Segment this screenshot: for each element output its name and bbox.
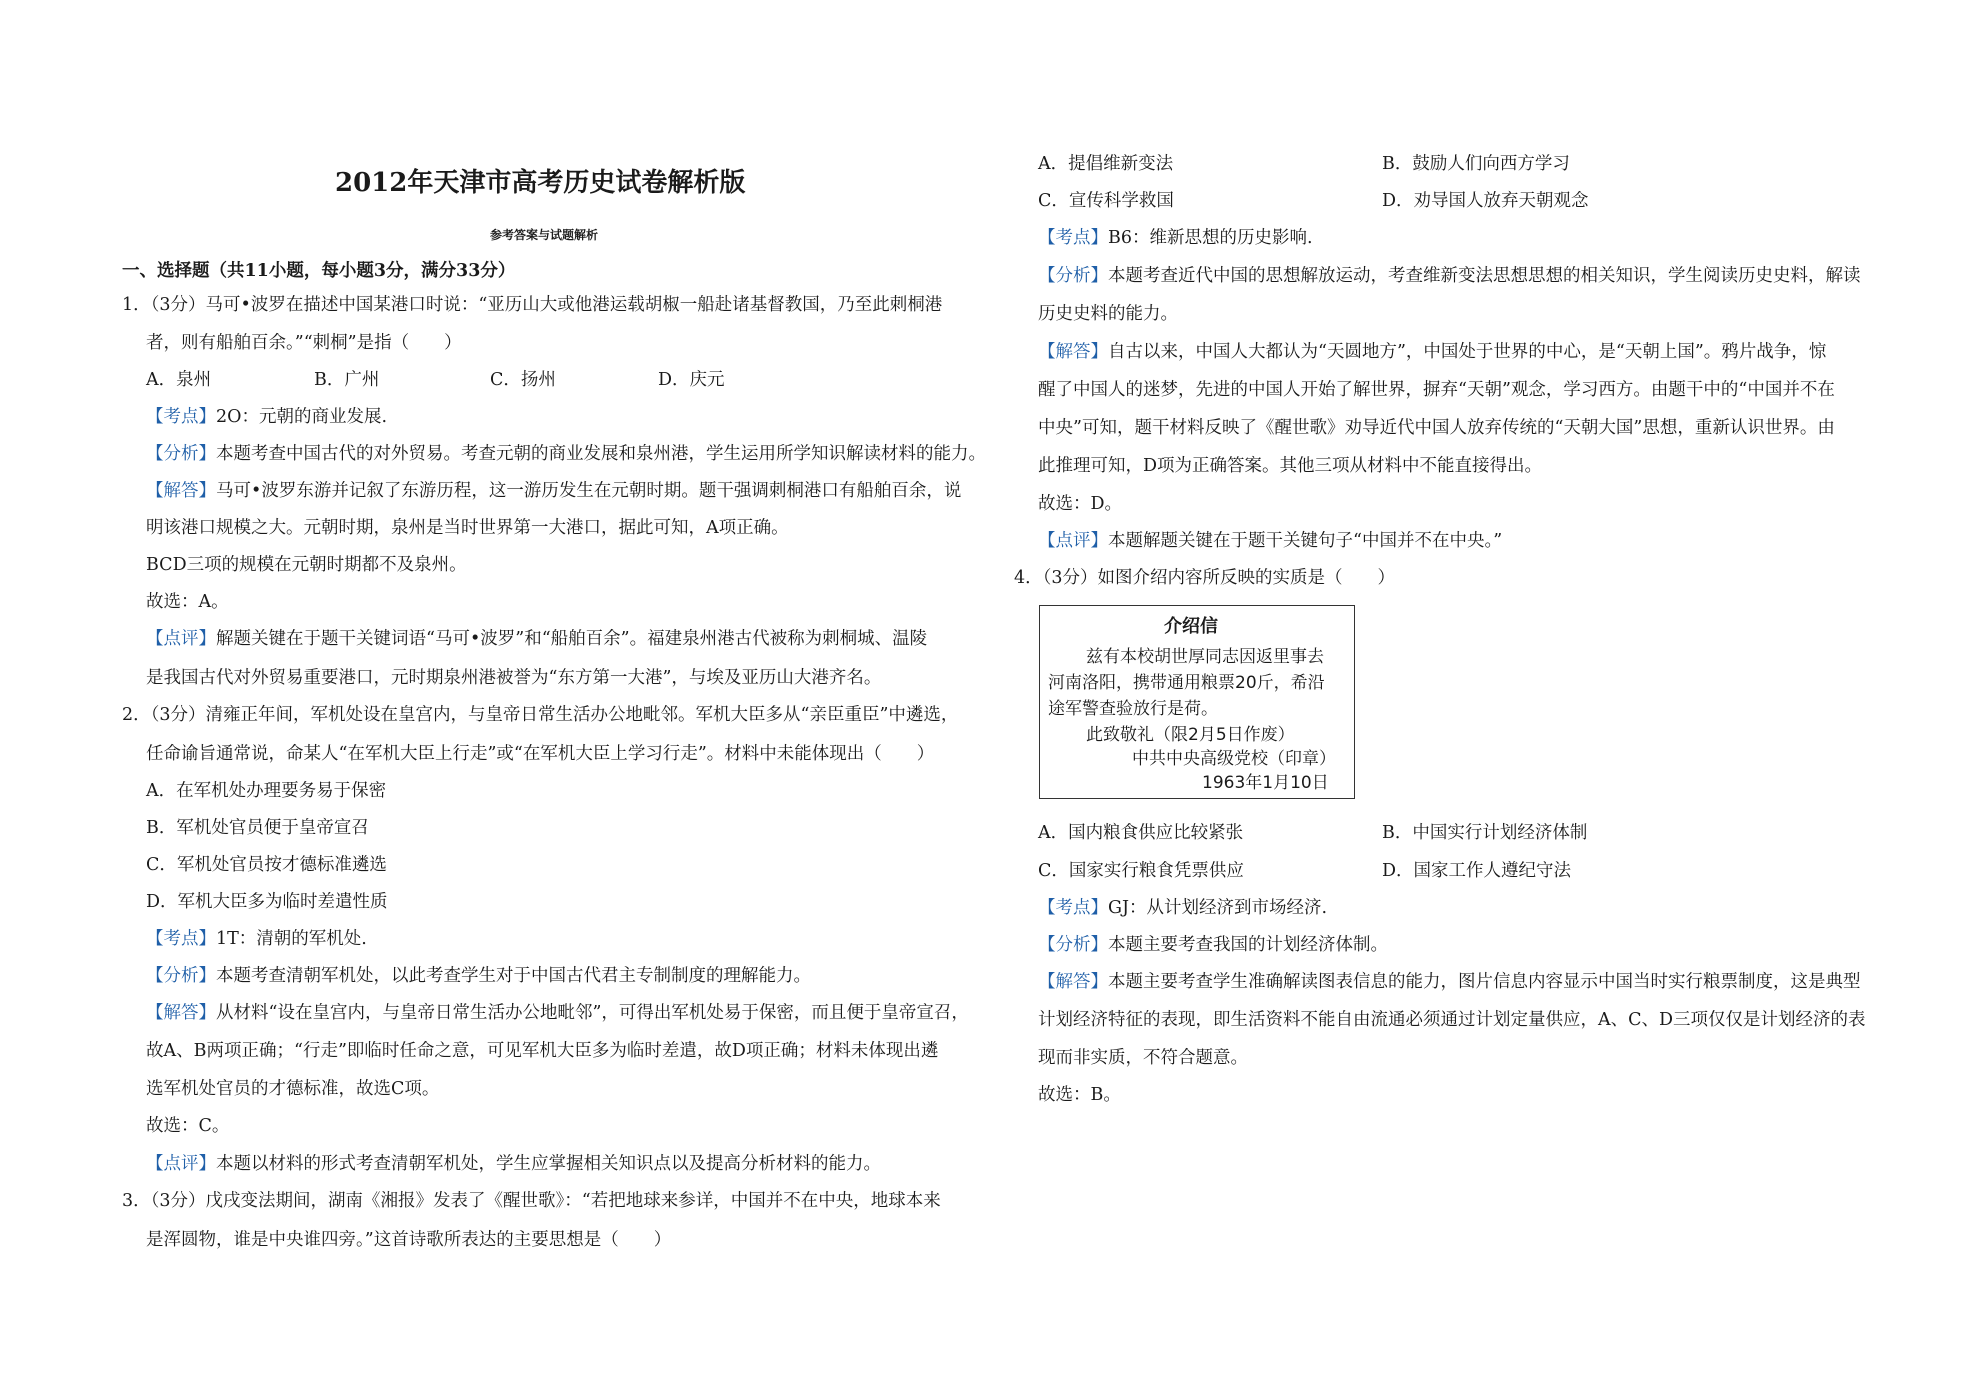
kaodian-tag: 【考点】	[146, 407, 216, 427]
q1-jieda-line1	[146, 480, 961, 502]
letter-line3: 途军警查验放行是荷。	[1048, 699, 1218, 719]
q1-jieda-line2: 明该港口规模之大。元朝时期，泉州是当时世界第一大港口，据此可知，A项正确。	[146, 518, 789, 538]
page-title: 2012年天津市高考历史试卷解析版	[335, 168, 746, 198]
q1-dianping-line2: 是我国古代对外贸易重要港口，元时期泉州港被誉为“东方第一大港”，与埃及亚历山大港齐名。	[146, 668, 882, 688]
letter-line1: 兹有本校胡世厚同志因返里事去	[1086, 647, 1324, 667]
page-subtitle: 参考答案与试题解析	[490, 228, 599, 242]
q4-jieda-line1	[1038, 971, 1861, 993]
q4-option-d: D．国家工作人遵纪守法	[1382, 861, 1572, 881]
q1-option-a: A．泉州	[146, 370, 212, 390]
section-heading: 一、选择题（共11小题，每小题3分，满分33分）	[122, 261, 516, 281]
q4-answer: 故选：B。	[1038, 1085, 1121, 1105]
q3-jieda-text1: 自古以来，中国人大都认为“天圆地方”，中国处于世界的中心，是“天朝上国”。鸦片战争，惊	[1108, 342, 1827, 362]
q3-kaodian-text: B6：维新思想的历史影响.	[1108, 228, 1313, 248]
q1-fenxi	[146, 443, 986, 465]
q3-fenxi-line1	[1038, 265, 1861, 287]
q2-jieda-line1	[146, 1002, 969, 1024]
q4-fenxi	[1038, 934, 1388, 956]
q4-jieda-line2: 计划经济特征的表现，即生活资料不能自由流通必须通过计划定量供应，A、C、D三项仅仅是计划经济的表	[1038, 1010, 1866, 1030]
q1-answer: 故选：A。	[146, 592, 229, 612]
q2-jieda-text1: 从材料“设在皇宫内，与皇帝日常生活办公地毗邻”，可得出军机处易于保密，而且便于皇帝宣召，	[216, 1003, 969, 1023]
q1-stem-line1: 1．（3分）马可•波罗在描述中国某港口时说：“亚历山大或他港运载胡椒一船赴诸基督教国，乃至此刺桐港	[122, 295, 943, 315]
introduction-letter-figure	[1039, 605, 1355, 799]
q3-option-d: D．劝导国人放弃天朝观念	[1382, 191, 1589, 211]
q3-kaodian	[1038, 227, 1313, 249]
kaodian-tag: 【考点】	[146, 929, 216, 949]
q1-jieda-line3: BCD三项的规模在元朝时期都不及泉州。	[146, 555, 467, 575]
q2-fenxi	[146, 965, 811, 987]
q3-stem-line2: 是浑圆物，谁是中央谁四旁。”这首诗歌所表达的主要思想是（ ）	[146, 1230, 672, 1250]
q2-stem-line1: 2．（3分）清雍正年间，军机处设在皇宫内，与皇帝日常生活办公地毗邻。军机大臣多从“亲臣重臣”中遴选，	[122, 705, 959, 725]
q1-dianping-line1	[146, 628, 927, 650]
q3-jieda-line1	[1038, 341, 1826, 363]
dianping-tag: 【点评】	[146, 1154, 216, 1174]
q4-kaodian	[1038, 897, 1327, 919]
q3-option-c: C．宣传科学救国	[1038, 191, 1174, 211]
jieda-tag: 【解答】	[146, 481, 216, 501]
q1-kaodian	[146, 406, 387, 428]
kaodian-tag: 【考点】	[1038, 228, 1108, 248]
letter-line4: 此致敬礼（限2月5日作废）	[1086, 725, 1295, 745]
q3-fenxi-line2: 历史史料的能力。	[1038, 304, 1178, 324]
q3-jieda-line2: 醒了中国人的迷梦，先进的中国人开始了解世界，摒弃“天朝”观念，学习西方。由题干中的“中国并不在	[1038, 380, 1835, 400]
q1-dianping-text1: 解题关键在于题干关键词语“马可•波罗”和“船舶百余”。福建泉州港古代被称为刺桐城、温陵	[216, 629, 928, 649]
q3-option-b: B．鼓励人们向西方学习	[1382, 154, 1570, 174]
q2-jieda-line2: 故A、B两项正确；“行走”即临时任命之意，可见军机大臣多为临时差遣，故D项正确；材料未体现出遴	[146, 1041, 939, 1061]
q1-option-c: C．扬州	[490, 370, 556, 390]
q2-dianping-text: 本题以材料的形式考查清朝军机处，学生应掌握相关知识点以及提高分析材料的能力。	[216, 1154, 881, 1174]
q2-option-c: C．军机处官员按才德标准遴选	[146, 855, 387, 875]
fenxi-tag: 【分析】	[146, 966, 216, 986]
letter-line6: 1963年1月10日	[1202, 773, 1329, 793]
fenxi-tag: 【分析】	[1038, 935, 1108, 955]
letter-heading: 介绍信	[1164, 616, 1218, 637]
q2-option-d: D．军机大臣多为临时差遣性质	[146, 892, 388, 912]
q2-answer: 故选：C。	[146, 1116, 230, 1136]
dianping-tag: 【点评】	[1038, 531, 1108, 551]
q4-fenxi-text: 本题主要考查我国的计划经济体制。	[1108, 935, 1388, 955]
q4-option-c: C．国家实行粮食凭票供应	[1038, 861, 1244, 881]
q3-dianping	[1038, 530, 1502, 552]
jieda-tag: 【解答】	[1038, 972, 1108, 992]
q3-stem-line1: 3．（3分）戊戌变法期间，湖南《湘报》发表了《醒世歌》：“若把地球来参详，中国并不在中央，地球本来	[122, 1191, 941, 1211]
q3-jieda-line3: 中央”可知，题干材料反映了《醒世歌》劝导近代中国人放弃传统的“天朝大国”思想，重新认识世界。由	[1038, 418, 1835, 438]
q2-stem-line2: 任命谕旨通常说，命某人“在军机大臣上行走”或“在军机大臣上学习行走”。材料中未能体现出（ ）	[146, 744, 935, 764]
q4-option-b: B．中国实行计划经济体制	[1382, 823, 1588, 843]
dianping-tag: 【点评】	[146, 629, 216, 649]
q3-jieda-line4: 此推理可知，D项为正确答案。其他三项从材料中不能直接得出。	[1038, 456, 1543, 476]
fenxi-tag: 【分析】	[146, 444, 216, 464]
kaodian-tag: 【考点】	[1038, 898, 1108, 918]
q1-fenxi-text: 本题考查中国古代的对外贸易。考查元朝的商业发展和泉州港，学生运用所学知识解读材料的能力。	[216, 444, 986, 464]
q4-stem: 4．（3分）如图介绍内容所反映的实质是（ ）	[1014, 568, 1396, 588]
jieda-tag: 【解答】	[1038, 342, 1108, 362]
q2-dianping	[146, 1153, 881, 1175]
letter-line2: 河南洛阳，携带通用粮票20斤，希沿	[1048, 673, 1325, 693]
q4-jieda-line3: 现而非实质，不符合题意。	[1038, 1048, 1248, 1068]
q1-jieda-text1: 马可•波罗东游并记叙了东游历程，这一游历发生在元朝时期。题干强调刺桐港口有船舶百余，说	[216, 481, 962, 501]
q2-jieda-line3: 选军机处官员的才德标准，故选C项。	[146, 1079, 440, 1099]
jieda-tag: 【解答】	[146, 1003, 216, 1023]
q3-fenxi-text1: 本题考查近代中国的思想解放运动，考查维新变法思想思想的相关知识，学生阅读历史史料，解读	[1108, 266, 1861, 286]
q1-kaodian-text: 2O：元朝的商业发展.	[216, 407, 388, 427]
q2-kaodian	[146, 928, 367, 950]
q4-jieda-text1: 本题主要考查学生准确解读图表信息的能力，图片信息内容显示中国当时实行粮票制度，这是典型	[1108, 972, 1861, 992]
q4-kaodian-text: GJ：从计划经济到市场经济.	[1108, 898, 1328, 918]
q2-kaodian-text: 1T：清朝的军机处.	[216, 929, 367, 949]
letter-line5: 中共中央高级党校（印章）	[1132, 749, 1336, 769]
q1-option-d: D．庆元	[658, 370, 725, 390]
q1-option-b: B．广州	[314, 370, 380, 390]
q2-option-b: B．军机处官员便于皇帝宣召	[146, 818, 369, 838]
q4-option-a: A．国内粮食供应比较紧张	[1038, 823, 1244, 843]
q3-dianping-text: 本题解题关键在于题干关键句子“中国并不在中央。”	[1108, 531, 1503, 551]
q3-answer: 故选：D。	[1038, 494, 1123, 514]
q2-option-a: A．在军机处办理要务易于保密	[146, 781, 387, 801]
fenxi-tag: 【分析】	[1038, 266, 1108, 286]
q2-fenxi-text: 本题考查清朝军机处，以此考查学生对于中国古代君主专制制度的理解能力。	[216, 966, 811, 986]
q1-stem-line2: 者，则有船舶百余。”“刺桐”是指（ ）	[146, 333, 462, 353]
q3-option-a: A．提倡维新变法	[1038, 154, 1174, 174]
